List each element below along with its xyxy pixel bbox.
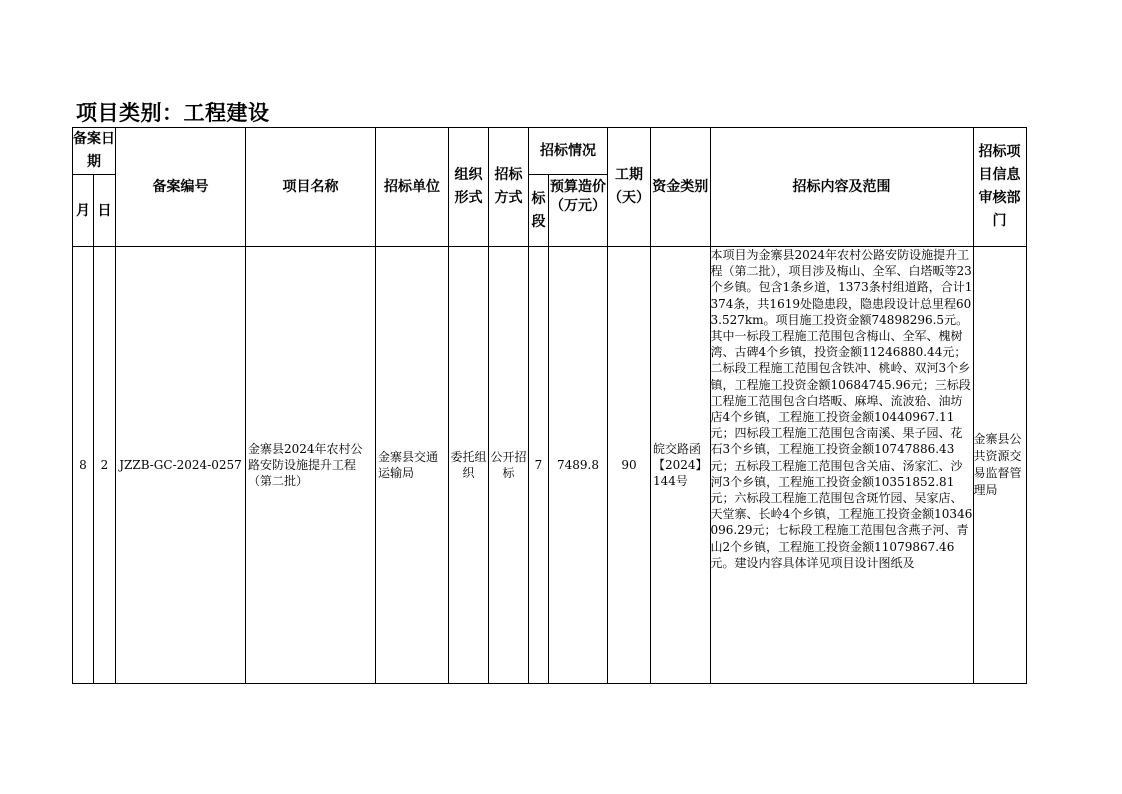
header-month: 月 <box>73 175 94 247</box>
header-tender-method: 招标方式 <box>489 128 529 247</box>
tender-content-text: 本项目为金寨县2024年农村公路安防设施提升工程（第二批），项目涉及梅山、全军、白塔畈等23个乡镇。包含1条乡道，1373条村组道路，合计1374条，共1619处隐患段，隐患段设计总里程603.527km。项目施工投资金额74898296.5元。其中一标段工程施工范围包含梅山、全军、槐树湾、古碑4个乡镇，投资金额11246880.44元；二标段工程施工范围包含铁冲、桃岭、双河3个乡镇，工程施工投资金额10684745.96元；三标段工程施工范围包含白塔畈、麻埠、流波𬌗、油坊店4个乡镇，工程施工投资金额10440967.11元；四标段工程施工范围包含南溪、果子园、花石3个乡镇，工程施工投资金额10747886.43元；五标段工程施工范围包含关庙、汤家汇、沙河3个乡镇，工程施工投资金额10351852.81元；六标段工程施工范围包含斑竹园、吴家店、天堂寨、长岭4个乡镇，工程施工投资金额10346096.29元；七标段工程施工范围包含燕子河、青山2个乡镇，工程施工投资金额11079867.46元。建设内容具体详见项目设计图纸及 <box>710 248 973 570</box>
header-audit-dept: 招标项目信息审核部门 <box>973 128 1026 247</box>
table-row <box>73 247 1027 684</box>
cell-budget: 7489.8 <box>549 247 608 684</box>
cell-tendering-unit: 金寨县交通运输局 <box>376 247 449 684</box>
cell-day: 2 <box>94 247 116 684</box>
cell-filing-number: JZZB-GC-2024-0257 <box>116 247 246 684</box>
cell-duration: 90 <box>608 247 651 684</box>
header-filing-number: 备案编号 <box>116 128 246 247</box>
header-budget <box>549 175 608 247</box>
header-tendering-unit: 招标单位 <box>376 128 449 247</box>
header-tender-situation: 招标情况 <box>529 128 608 175</box>
header-organization-form: 组织形式 <box>449 128 489 247</box>
cell-tender-content <box>710 247 973 684</box>
header-sections: 标段 <box>529 175 549 247</box>
cell-organization-form: 委托组织 <box>449 247 489 684</box>
cell-fund-type: 皖交路函【2024】144号 <box>651 247 711 684</box>
page-title: 项目类别：工程建设 <box>76 101 270 125</box>
cell-sections: 7 <box>529 247 549 684</box>
header-duration: 工期（天） <box>608 128 651 247</box>
header-tender-content: 招标内容及范围 <box>710 128 973 247</box>
cell-month: 8 <box>73 247 94 684</box>
cell-audit-dept: 金寨县公共资源交易监督管理局 <box>973 247 1026 684</box>
header-day: 日 <box>94 175 116 247</box>
header-fund-type: 资金类别 <box>651 128 711 247</box>
header-budget-text: 预算造价（万元） <box>550 178 606 214</box>
filing-table <box>72 127 1027 684</box>
header-filing-date: 备案日期 <box>73 128 116 175</box>
header-project-name: 项目名称 <box>246 128 376 247</box>
cell-project-name: 金寨县2024年农村公路安防设施提升工程（第二批） <box>246 247 376 684</box>
cell-tender-method: 公开招标 <box>489 247 529 684</box>
